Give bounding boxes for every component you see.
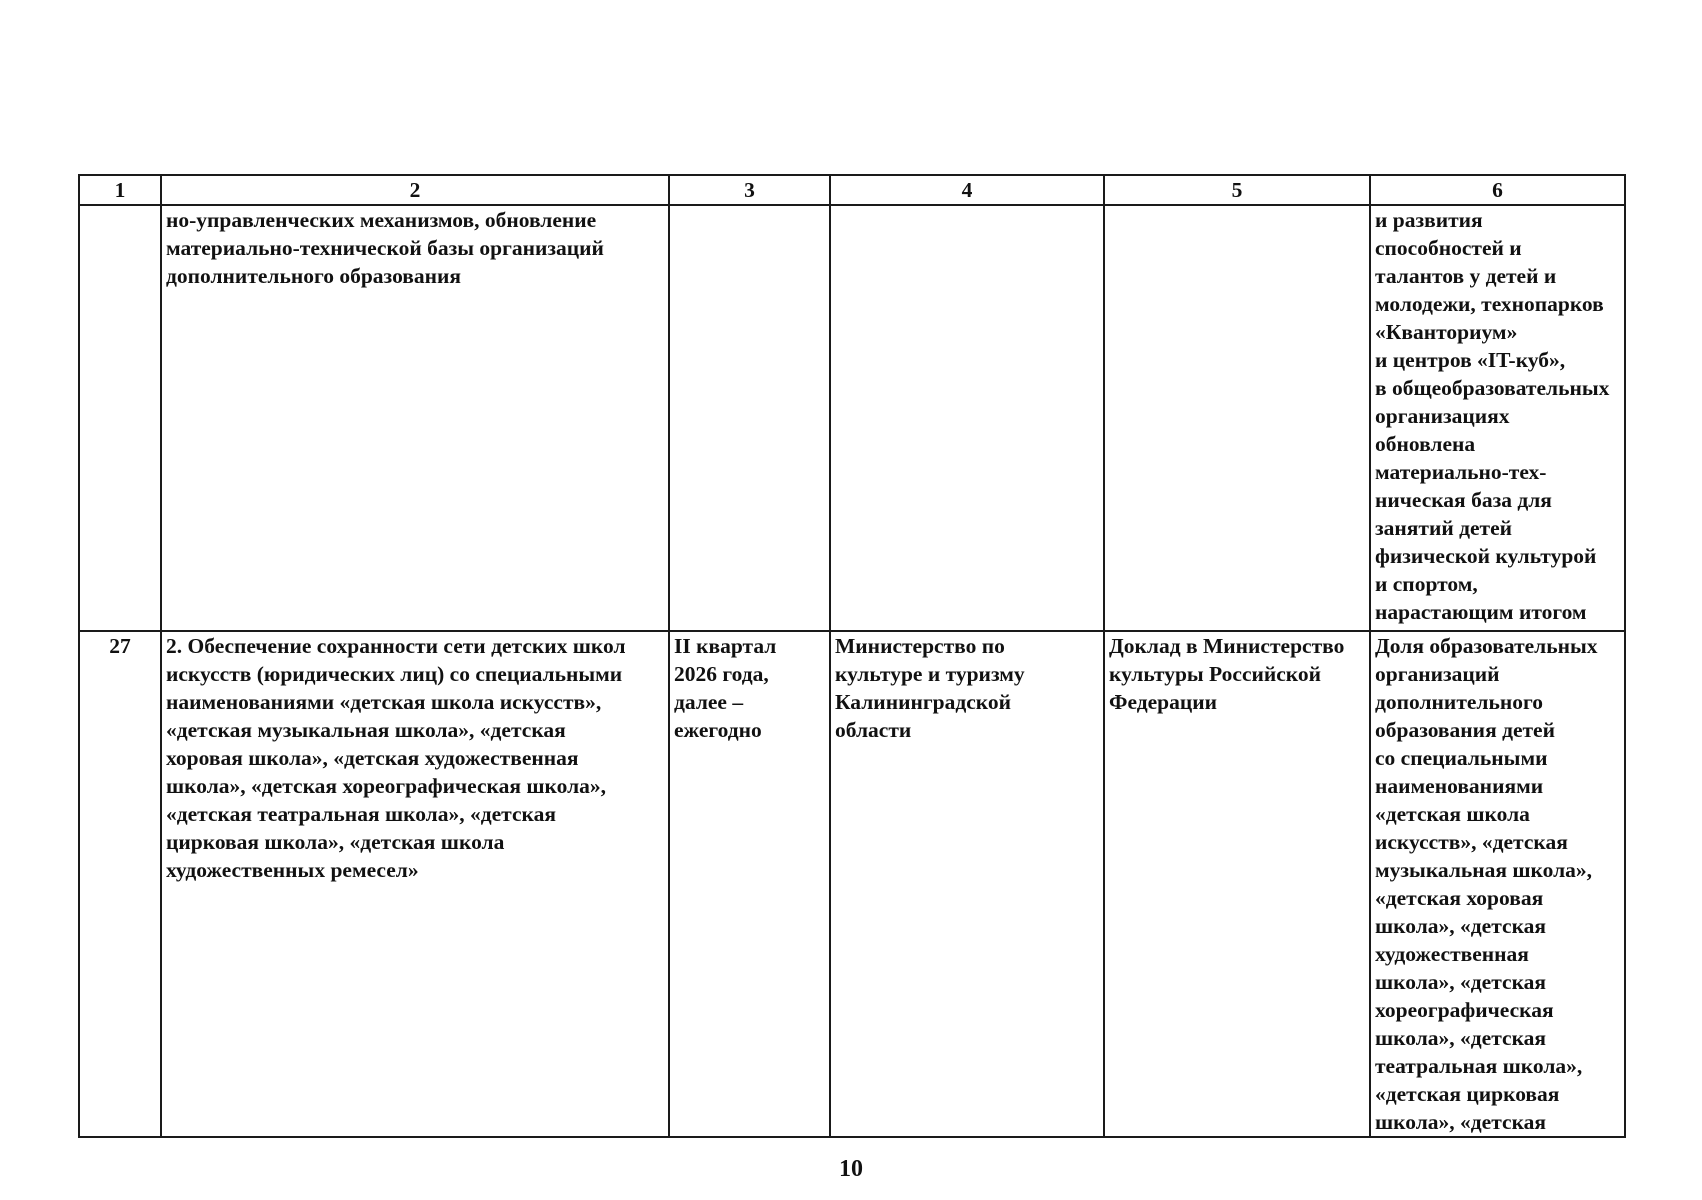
cell-text-line: Министерство по [835,634,1005,658]
cell-text-line: «Кванториум» [1375,320,1518,344]
cell-text-line: цирковая школа», «детская школа [166,830,505,854]
cell-text-line: образования детей [1375,718,1555,742]
indicator-cell [1370,205,1625,631]
cell-text-line: организациях [1375,404,1510,428]
row-number-cell: 27 [79,631,161,1137]
cell-text-line: ническая база для [1375,488,1552,512]
cell-text-line: хоровая школа», «детская художественная [166,746,579,770]
cell-text-line: Доля образовательных [1375,634,1598,658]
cell-text-line: материально-технической базы организаций [166,236,604,260]
row-number-cell [79,205,161,631]
result-form-cell [1104,631,1370,1137]
cell-text-line: и спортом, [1375,572,1478,596]
table-row [79,631,1625,1137]
measure-cell [161,631,669,1137]
header-row [79,175,1625,205]
cell-text-line: обновлена [1375,432,1476,456]
header-cell-4: 4 [830,175,1104,205]
cell-text-line: «детская музыкальная школа», «детская [166,718,566,742]
cell-text-line: физической культурой [1375,544,1597,568]
cell-text-line: II квартал [674,634,777,658]
cell-text-line: но-управленческих механизмов, обновление [166,208,597,232]
cell-text-line: наименованиями «детская школа искусств», [166,690,602,714]
cell-text-line: «детская школа [1375,802,1530,826]
result-form-cell [1104,205,1370,631]
indicator-cell [1370,631,1625,1137]
table-row [79,205,1625,631]
cell-text-line: молодежи, технопарков [1375,292,1604,316]
cell-text-line: способностей и [1375,236,1522,260]
cell-text-line: культуре и туризму [835,662,1025,686]
cell-text-line: искусств», «детская [1375,830,1568,854]
plan-table [78,174,1626,1138]
cell-text-line: далее – [674,690,744,714]
cell-text-line: «детская театральная школа», «детская [166,802,556,826]
deadline-cell [669,205,830,631]
header-cell-2: 2 [161,175,669,205]
cell-text-line: 2. Обеспечение сохранности сети детских школ [166,634,626,658]
cell-text-line: школа», «детская [1375,1026,1547,1050]
cell-text-line: искусств (юридических лиц) со специальными [166,662,623,686]
cell-text-line: школа», «детская [1375,1110,1547,1134]
cell-text-line: школа», «детская [1375,914,1547,938]
cell-text-line: в общеобразовательных [1375,376,1610,400]
cell-text-line: дополнительного [1375,690,1543,714]
cell-text-line: со специальными [1375,746,1548,770]
cell-text-line: области [835,718,912,742]
cell-text-line: «детская цирковая [1375,1082,1560,1106]
page-number: 10 [839,1156,863,1182]
cell-text-line: наименованиями [1375,774,1544,798]
header-cell-5: 5 [1104,175,1370,205]
cell-text-line: талантов у детей и [1375,264,1557,288]
cell-text-line: культуры Российской [1109,662,1322,686]
header-cell-3: 3 [669,175,830,205]
cell-text-line: нарастающим итогом [1375,600,1587,624]
cell-text-line: художественная [1375,942,1529,966]
cell-text-line: дополнительного образования [166,264,462,288]
cell-text-line: и развития [1375,208,1483,232]
cell-text-line: школа», «детская [1375,970,1547,994]
responsible-cell [830,205,1104,631]
measure-cell [161,205,669,631]
cell-text-line: занятий детей [1375,516,1513,540]
deadline-cell [669,631,830,1137]
cell-text-line: музыкальная школа», [1375,858,1593,882]
cell-text-line: Доклад в Министерство [1109,634,1345,658]
cell-text-line: организаций [1375,662,1500,686]
header-cell-6: 6 [1370,175,1625,205]
cell-text-line: материально-тех- [1375,460,1547,484]
cell-text-line: и центров «IT-куб», [1375,348,1566,372]
responsible-cell [830,631,1104,1137]
cell-text-line: Федерации [1109,690,1218,714]
cell-text-line: художественных ремесел» [166,858,419,882]
cell-text-line: театральная школа», [1375,1054,1583,1078]
cell-text-line: 2026 года, [674,662,769,686]
cell-text-line: хореографическая [1375,998,1554,1022]
cell-text-line: Калининградской [835,690,1011,714]
cell-text-line: «детская хоровая [1375,886,1544,910]
cell-text-line: школа», «детская хореографическая школа», [166,774,607,798]
header-cell-1: 1 [79,175,161,205]
cell-text-line: ежегодно [674,718,762,742]
